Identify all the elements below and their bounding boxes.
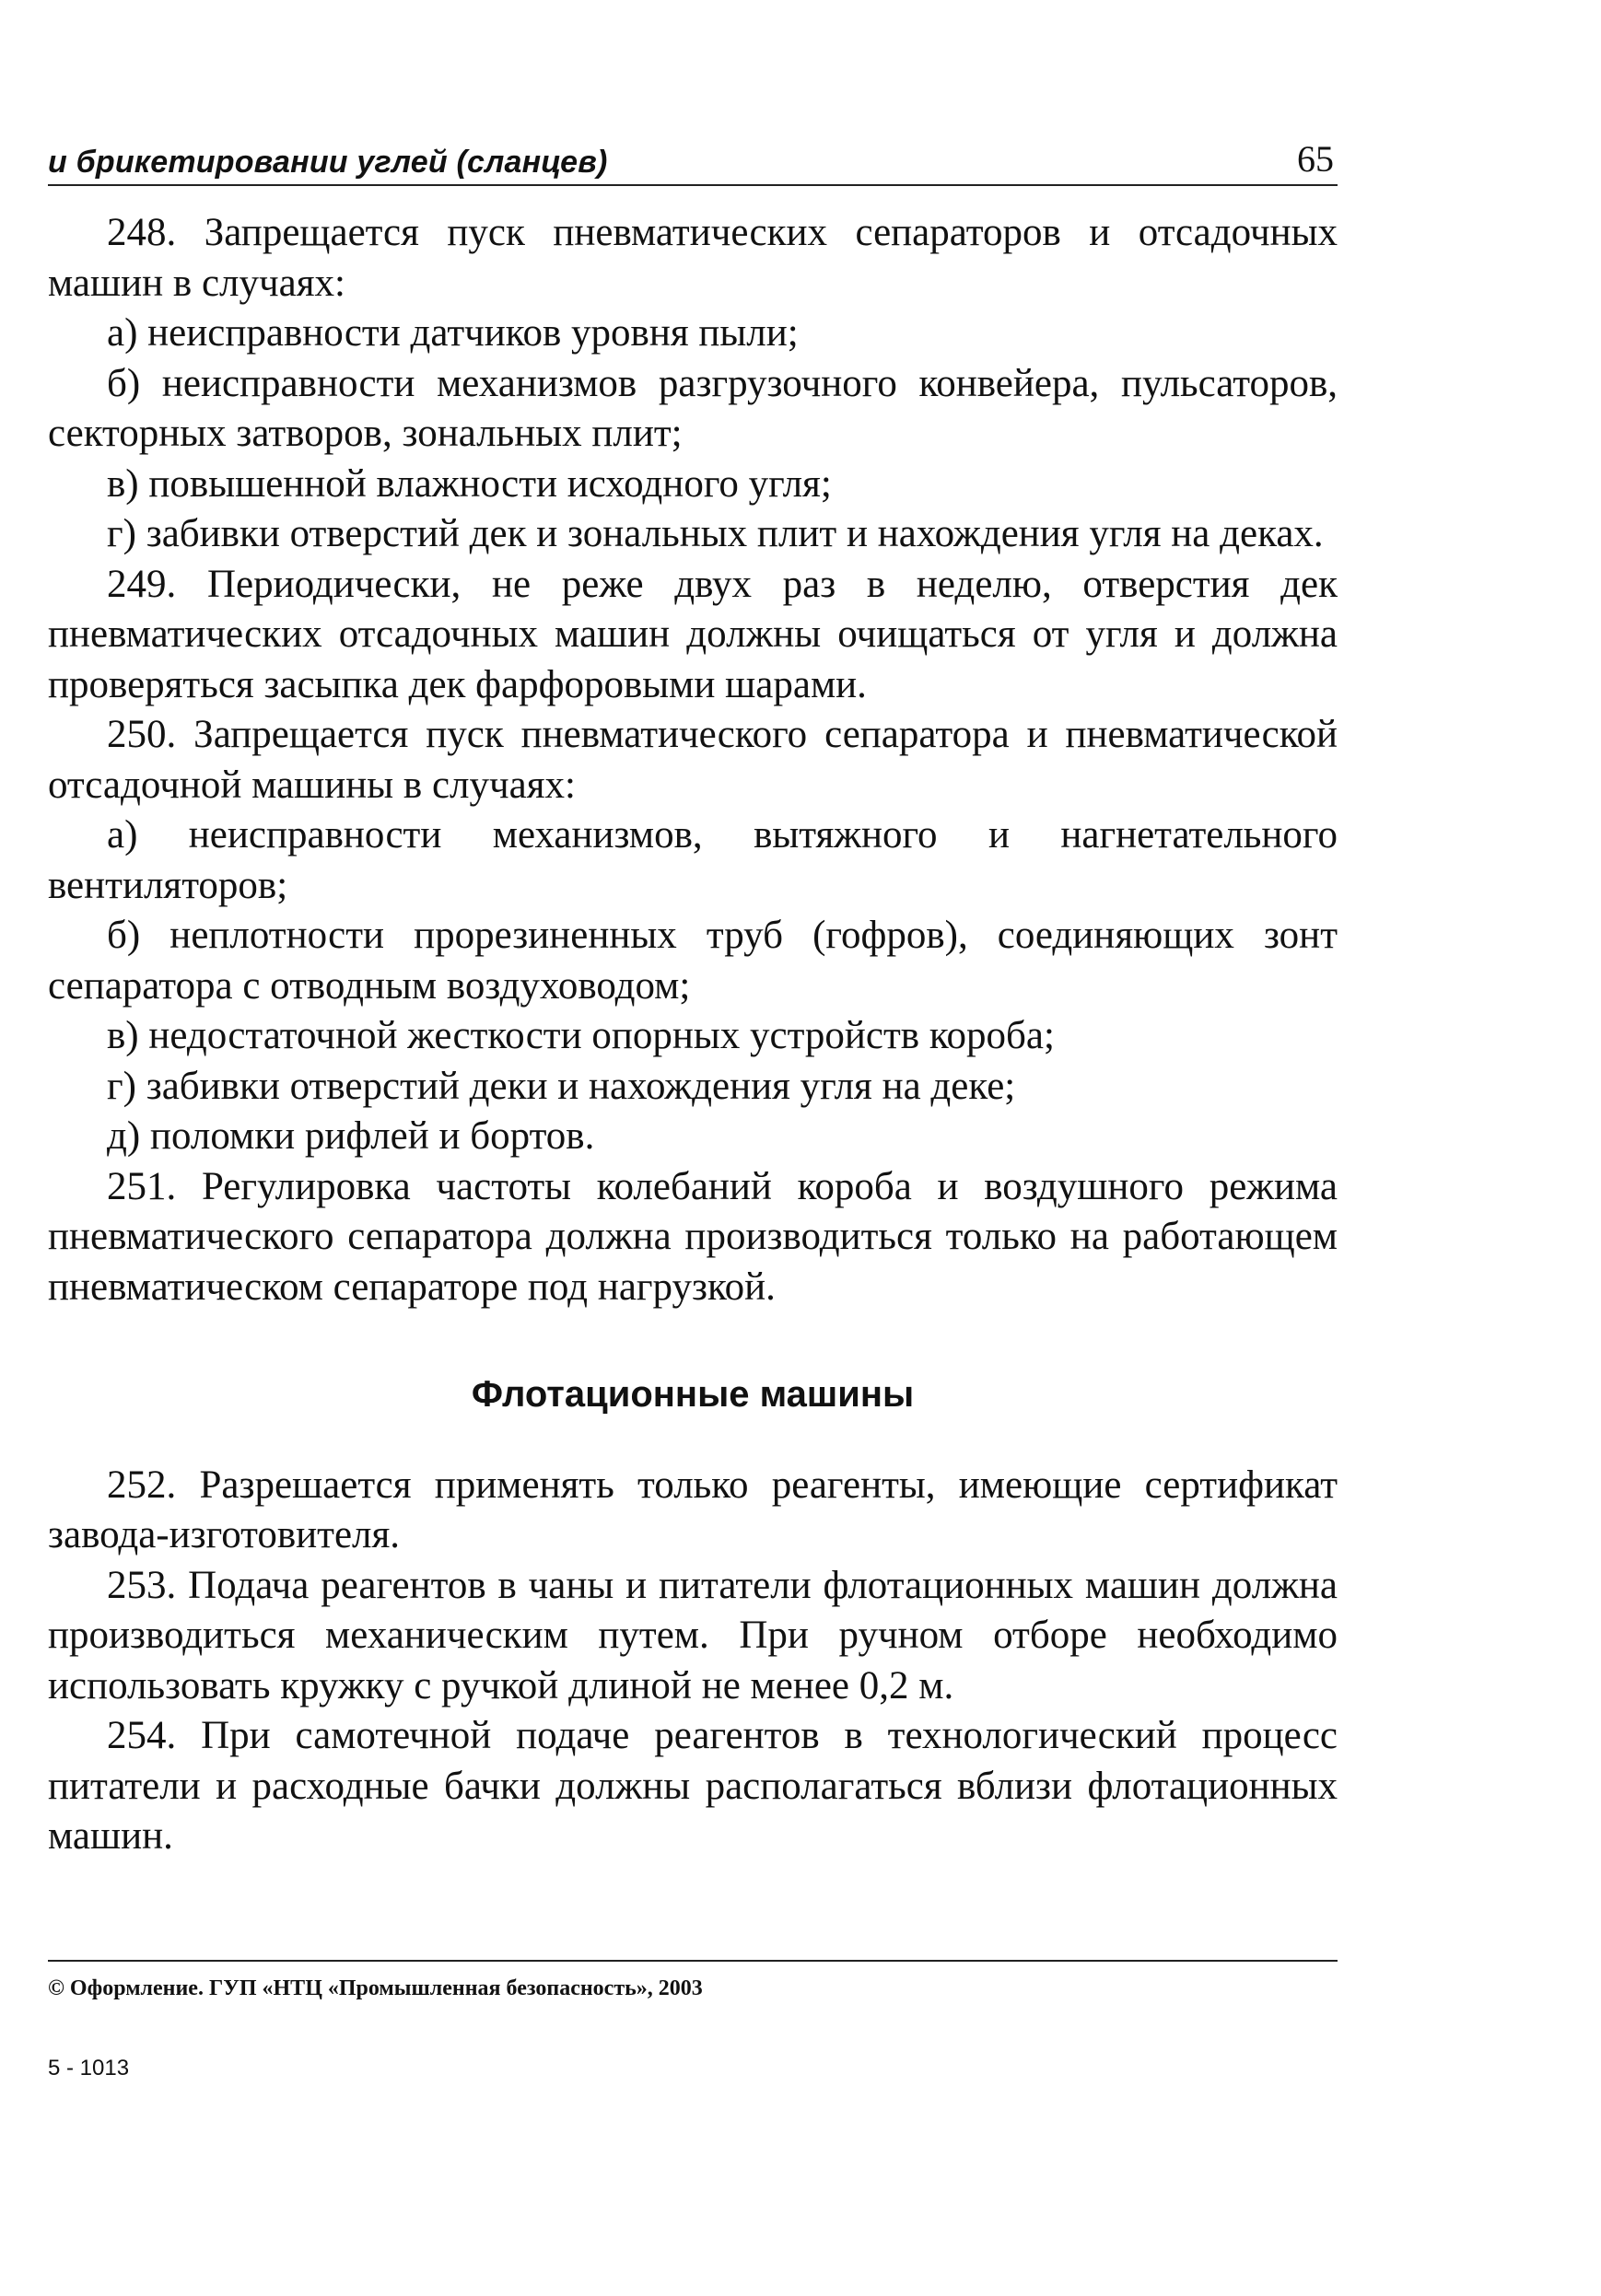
section-heading: Флотационные машины bbox=[471, 1374, 915, 1415]
paragraph: г) забивки отверстий дек и зональных плит и нахождения угля на деках. bbox=[107, 512, 1324, 555]
paragraph: 251. Регулировка частоты колебаний короба и воздушного режима пневматического сепаратора должна производиться только на работающем пневматическом сепараторе под нагрузкой. bbox=[48, 1164, 1338, 1309]
footer-copyright: © Оформление. ГУП «НТЦ «Промышленная безопасность», 2003 bbox=[48, 1976, 703, 2000]
running-title: и брикетировании углей (сланцев) bbox=[48, 145, 608, 180]
paragraph: 254. При самотечной подаче реагентов в технологический процесс питатели и расходные бачки должны располагаться вблизи флотационных машин. bbox=[48, 1714, 1338, 1858]
paragraph: б) неплотности прорезиненных труб (гофров), соединяющих зонт сепаратора с отводным воздуховодом; bbox=[48, 914, 1338, 1008]
paragraph: в) недостаточной жесткости опорных устройств короба; bbox=[107, 1014, 1055, 1057]
running-header bbox=[48, 129, 1338, 186]
footer-divider bbox=[48, 1960, 1338, 1962]
paragraph: б) неисправности механизмов разгрузочного конвейера, пульсаторов, секторных затворов, зональных плит; bbox=[48, 361, 1338, 455]
paragraph: г) забивки отверстий деки и нахождения угля на деке; bbox=[107, 1064, 1016, 1108]
document-body bbox=[48, 208, 1338, 1862]
paragraph: 248. Запрещается пуск пневматических сепараторов и отсадочных машин в случаях: bbox=[48, 211, 1338, 305]
paragraph: а) неисправности механизмов, вытяжного и нагнетательного вентиляторов; bbox=[48, 813, 1338, 907]
paragraph: в) повышенной влажности исходного угля; bbox=[107, 461, 832, 506]
footer-signature-code: 5 - 1013 bbox=[48, 2056, 130, 2080]
paragraph: 253. Подача реагентов в чаны и питатели флотационных машин должна производиться механическим путем. При ручном отборе необходимо использовать кружку с ручкой длиной не менее 0,2 м. bbox=[48, 1563, 1338, 1707]
paragraph: 249. Периодически, не реже двух раз в неделю, отверстия дек пневматических отсадочных машин должны очищаться от угля и должна проверяться засыпка дек фарфоровыми шарами. bbox=[48, 562, 1338, 706]
paragraph: 252. Разрешается применять только реагенты, имеющие сертификат завода-изготовителя. bbox=[48, 1463, 1338, 1556]
paragraph: 250. Запрещается пуск пневматического сепаратора и пневматической отсадочной машины в случаях: bbox=[48, 713, 1338, 807]
paragraph: а) неисправности датчиков уровня пыли; bbox=[107, 311, 799, 355]
paragraph: д) поломки рифлей и бортов. bbox=[107, 1114, 595, 1158]
document-page bbox=[48, 129, 1338, 1862]
page-number: 65 bbox=[1297, 138, 1334, 180]
